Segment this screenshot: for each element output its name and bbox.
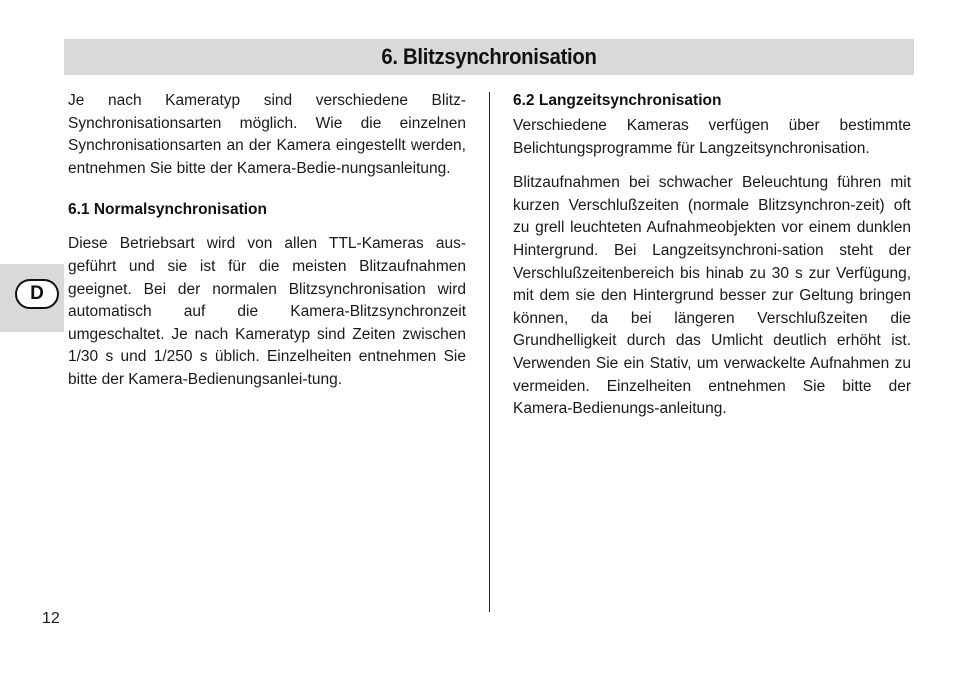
language-badge: D <box>15 279 59 309</box>
page-number: 12 <box>42 610 60 627</box>
right-column <box>513 90 911 421</box>
column-divider <box>489 92 490 612</box>
section-body-normalsynchronisation: Diese Betriebsart wird von allen TTL-Kameras aus-geführt und sie ist für die meisten Blitzaufnahmen geeignet. Bei der normalen Blitzsynchronisation wird automatisch auf die Kamera-Blitzsynchronzeit umgeschaltet. Je nach Kameratyp sind Zeiten zwischen 1/30 s und 1/250 s üblich. Einzelheiten entnehmen Sie bitte der Kamera-Bedienungsanlei-tung. <box>68 235 466 388</box>
page-title: 6. Blitzsynchronisation <box>381 44 597 69</box>
section-body-langzeitsynchronisation-2: Blitzaufnahmen bei schwacher Beleuchtung führen mit kurzen Verschlußzeiten (normale Blitzsynchron-zeit) oft zu grell leuchteten Aufnahmeobjekten vor einem dunklen Hintergrund. Bei Langzeitsynchroni-sation steht der Verschlußzeitenbereich bis hinab zu 30 s zur Verfügung, mit dem sie den Hintergrund besser zur Geltung bringen können, da bei längeren Verschlußzeiten die Grundhelligkeit durch das Umlicht deutlich erhöht ist. Verwenden Sie ein Stativ, um verwackelte Aufnahmen zu vermeiden. Einzelheiten entnehmen Sie bitte der Kamera-Bedienungs-anleitung. <box>513 174 911 418</box>
section-heading-normalsynchronisation: 6.1 Normalsynchronisation <box>68 201 267 219</box>
intro-paragraph: Je nach Kameratyp sind verschiedene Blitz-Synchronisationsarten möglich. Wie die einzelnen Synchronisationsarten an der Kamera eingestellt werden, entnehmen Sie bitte der Kamera-Bedie-nungsanleitung. <box>68 92 466 177</box>
left-column <box>68 90 466 392</box>
title-bar <box>64 39 914 75</box>
section-body-langzeitsynchronisation-1: Verschiedene Kameras verfügen über bestimmte Belichtungsprogramme für Langzeitsynchronisation. <box>513 117 911 157</box>
section-heading-langzeitsynchronisation: 6.2 Langzeitsynchronisation <box>513 92 722 109</box>
